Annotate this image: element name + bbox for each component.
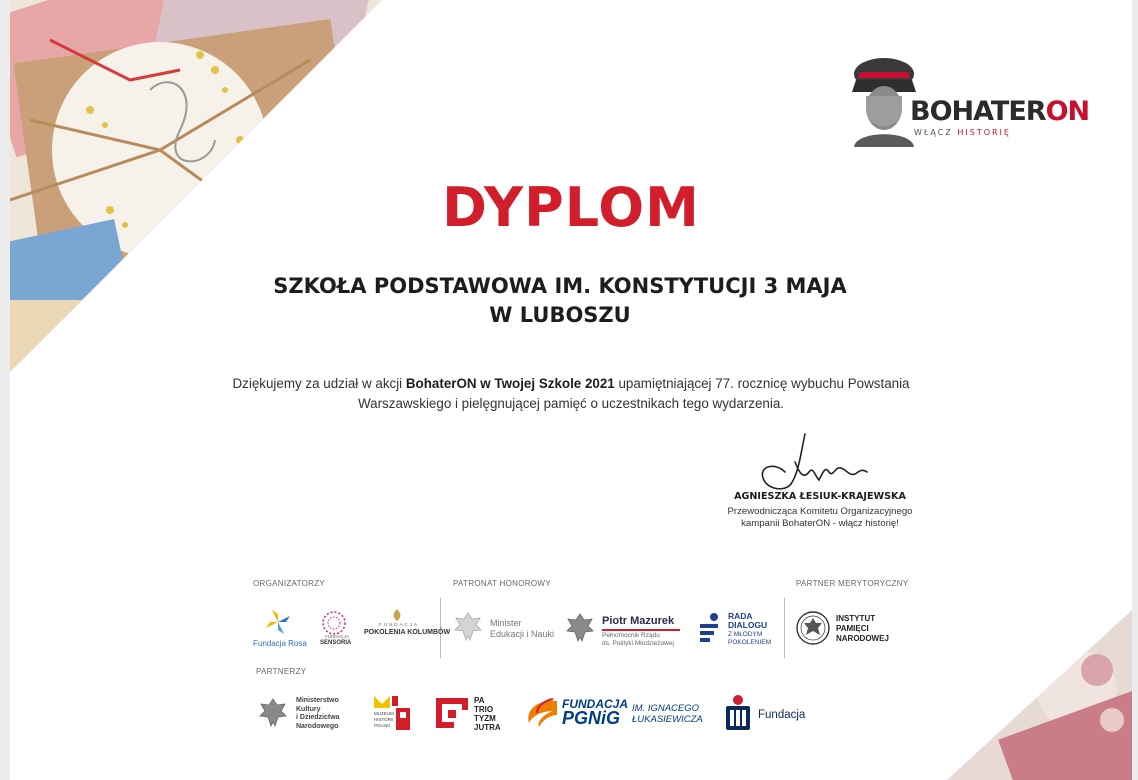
ipn-line-1: INSTYTUT bbox=[836, 614, 876, 623]
patriotyzm-jutra-logo-icon bbox=[434, 696, 470, 730]
rada-sublabel bbox=[728, 631, 771, 646]
polish-eagle-icon bbox=[256, 695, 290, 731]
patriotyzm-line-1: PA bbox=[474, 696, 485, 705]
pgnig-line-4: ŁUKASIEWICZA bbox=[632, 714, 703, 725]
sensoria-label: SENSORIA bbox=[320, 640, 352, 646]
muzeum-label bbox=[374, 711, 394, 729]
kolumbow-flame-icon bbox=[390, 608, 404, 622]
section-label-partners: PARTNERZY bbox=[256, 667, 307, 676]
mazurek-role-line-2: ds. Polityki Młodzieżowej bbox=[602, 640, 674, 647]
section-label-partner: PARTNER MERYTORYCZNY bbox=[796, 579, 909, 588]
pgnig-fundacja-label: FUNDACJA bbox=[562, 697, 628, 711]
divider bbox=[784, 598, 785, 658]
men-label bbox=[490, 618, 554, 640]
recipient-line-1: SZKOŁA PODSTAWOWA IM. KONSTYTUCJI 3 MAJA bbox=[273, 274, 847, 298]
fundacja-sensoria-logo-icon bbox=[321, 610, 347, 636]
recipient-school bbox=[150, 272, 970, 330]
mkidn-line-3: i Dziedzictwa bbox=[296, 714, 340, 721]
signer-role-line-2: kampanii BohaterON - włącz historię! bbox=[741, 518, 899, 529]
campaign-name: BohaterON w Twojej Szkole 2021 bbox=[405, 376, 615, 391]
mazurek-underline bbox=[602, 629, 680, 631]
men-line-2: Edukacji i Nauki bbox=[490, 629, 555, 639]
fundacja-rosa-label: Fundacja Rosa bbox=[253, 639, 307, 648]
ipn-seal-icon bbox=[795, 610, 831, 646]
ipn-line-2: PAMIĘCI bbox=[836, 624, 869, 633]
section-label-organizers: ORGANIZATORZY bbox=[253, 579, 326, 588]
pgnig-label: PGNiG bbox=[562, 708, 621, 728]
kolumbow-small-label: FUNDACJA bbox=[379, 622, 420, 627]
mazurek-role-line-1: Pełnomocnik Rządu bbox=[602, 632, 660, 639]
signer-name: AGNIESZKA ŁESIUK-KRAJEWSKA bbox=[734, 491, 906, 502]
muzeum-line-2: HISTORII bbox=[374, 717, 394, 722]
rada-dialogu-logo-icon bbox=[696, 612, 724, 646]
recipient-line-2: W LUBOSZU bbox=[489, 303, 631, 327]
brand-tagline: WŁĄCZ HISTORIĘ bbox=[914, 128, 1011, 137]
decorative-flowers-corner bbox=[947, 610, 1132, 780]
handwritten-signature-icon bbox=[755, 432, 885, 494]
patriotyzm-label bbox=[474, 696, 501, 732]
muzeum-line-1: MUZEUM bbox=[374, 711, 394, 716]
polish-eagle-icon bbox=[563, 610, 597, 646]
patriotyzm-line-4: JUTRA bbox=[474, 723, 501, 732]
rada-line-4: POKOLENIEM bbox=[728, 638, 771, 646]
rada-line-2: DIALOGU bbox=[728, 620, 768, 630]
brand-name: BOHATERON bbox=[910, 96, 1090, 127]
fundacja-rosa-logo-icon bbox=[262, 608, 294, 638]
pgnig-flame-icon bbox=[523, 697, 559, 729]
rada-line-3: Z MŁODYM bbox=[728, 631, 763, 638]
ipn-line-3: NARODOWEJ bbox=[836, 634, 889, 643]
kolumbow-label: POKOLENIA KOLUMBÓW bbox=[364, 629, 451, 636]
divider bbox=[440, 598, 441, 658]
body-text: Dziękujemy za udział w akcji BohaterON w Twojej Szkole 2021 upamiętniającej 77. rocznicę wybuchu Powstania Warszawskiego i pielęgnującej pamięć o uczestnikach tego wydarzenia. bbox=[232, 376, 910, 411]
pko-logo-icon bbox=[724, 694, 752, 732]
signer-role bbox=[700, 506, 940, 530]
sensoria-small-label: FUNDACJA bbox=[325, 634, 350, 639]
polish-eagle-icon bbox=[451, 610, 485, 644]
signer-role-line-1: Przewodnicząca Komitetu Organizacyjnego bbox=[727, 506, 913, 517]
men-line-1: Minister bbox=[490, 618, 522, 628]
diploma-page bbox=[10, 0, 1132, 780]
mazurek-role bbox=[602, 632, 674, 648]
rada-line-1: RADA bbox=[728, 611, 753, 621]
section-label-patronage: PATRONAT HONOROWY bbox=[453, 579, 551, 588]
mkidn-line-2: Kultury bbox=[296, 705, 321, 713]
mkidn-label bbox=[296, 697, 340, 731]
mazurek-name: Piotr Mazurek bbox=[602, 615, 675, 627]
pgnig-line-3: IM. IGNACEGO bbox=[632, 703, 700, 714]
page-title: DYPLOM bbox=[442, 176, 700, 239]
mkidn-line-4: Narodowego bbox=[296, 722, 339, 730]
ipn-label bbox=[836, 614, 889, 644]
patriotyzm-line-3: TYZM bbox=[474, 714, 496, 723]
pko-fundacja-label: Fundacja bbox=[758, 709, 806, 721]
patriotyzm-line-2: TRIO bbox=[474, 705, 494, 714]
mkidn-line-1: Ministerstwo bbox=[296, 697, 339, 704]
muzeum-line-3: POLSKI bbox=[374, 723, 391, 728]
rada-label bbox=[728, 612, 767, 630]
pgnig-patron-label bbox=[632, 703, 703, 725]
